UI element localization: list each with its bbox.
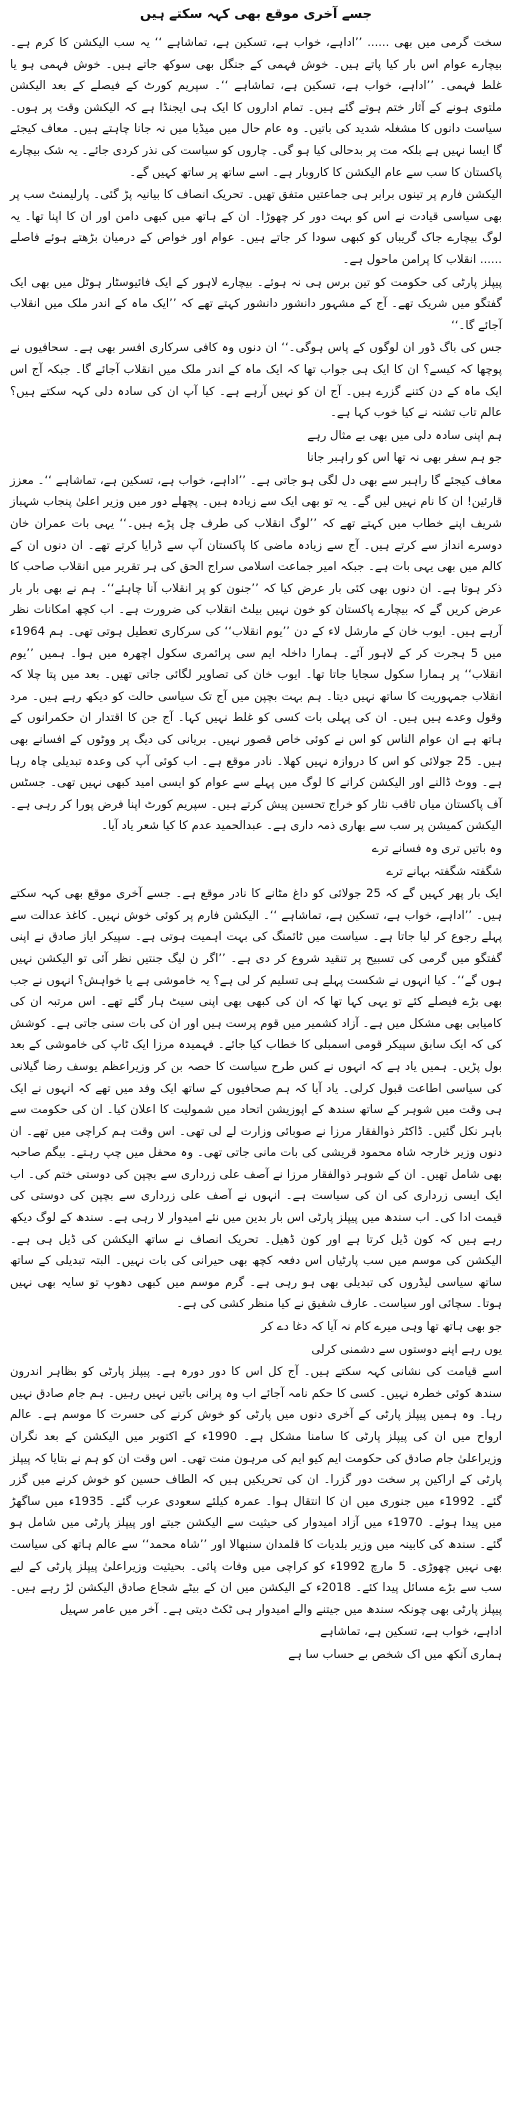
verse-line: وہ باتیں تری وہ فسانے ترے [371,840,502,855]
paragraph: ایک بار پھر کہیں گے کہ 25 جولائی کو داغ مٹانے کا نادر موقع ہے۔ جسے آخری موقع بھی کہہ سکتے ہیں۔ ’’اداہے، خواب ہے، تسکین ہے، تماشاہے ‘‘۔ الیکشن فارم پر کوئی خوش نہیں۔ کاغذ عدالت سے پہلے رجوع کر لیا جاتا ہے۔ سیاست میں ٹائمنگ کی بہت اہمیت ہوتی ہے۔ سپیکر ایاز صادق نے اپنی گفتگو میں گرمی کی تسبیح پر تنقید شروع کر دی ہے۔ ’’اگر ن لیگ جنتیں نظر آئی تو الیکشن نہیں ہوں گے‘‘۔ کیا انہوں نے شکست پہلے ہی تسلیم کر لی ہے؟ یہ خاموشی ہے یا خواہش؟ انہوں نے جب بھی بڑے فیصلے کئے تو یہی کہا تھا کہ ان کی کبھی بھی اپنی سیٹ ہار گئے تھے۔ اس مرتبہ ان کی کامیابی بھی مشکل میں ہے۔ آزاد کشمیر میں قوم پرست ہیں اور ان کی بات سنی جاتی ہے۔ کوشش کی کہ ایک سابق سپیکر قومی اسمبلی کا خطاب کیا جائے۔ فہمیدہ مرزا ایک ٹاپ کی خاموشی کے بعد بول پڑیں۔ ہمیں یاد ہے کہ انہوں نے کس طرح سیاست کا حصہ بن کر وزیراعظم یوسف رضا گیلانی کی سیاسی اطاعت قبول کرلی۔ یاد آیا کہ ہم صحافیوں کے ساتھ ایک وفد میں تھے کہ انہوں نے ایک ہی وقت میں شوہر کے ساتھ سندھ کے اپوزیشن اتحاد میں شمولیت کا اعلان کیا۔ ان کی حکومت سے باہر نکل گئیں۔ ڈاکٹر ذوالفقار مرزا نے صوبائی وزارت لے لی تھی۔ اس وقت ہم کراچی میں تھے۔ ان دنوں وزیر خارجہ شاہ محمود قریشی کی بات مانی جاتی تھی۔ وہ محفل میں چپ رہتے۔ بیگم صاحبہ بھی شامل تھیں۔ ان کے شوہر ذوالفقار مرزا نے آصف علی زرداری سے بچپن کی دوستی ختم کی۔ اب ایک ایسی زرداری کی ان کی سیاست ہے۔ انہوں نے آصف علی زرداری سے بچپن کی دوستی کی قیمت ادا کی۔ اب سندھ میں پیپلز پارٹی اس بار بدین میں نئے امیدوار لا رہی ہے۔ سندھ کے لوگ دیکھ رہے ہیں کہ کون ڈیل کرتا ہے اور کون ڈھیل۔ تحریک انصاف نے ساتھ الیکشن کی ڈیل ہی ہے۔ الیکشن کی موسم میں سب پارٹیاں اس دفعہ کچھ بھی حیرانی کی بات نہیں۔ البتہ تبدیلی کے ساتھ ساتھ سیاسی لیڈروں کی تبدیلی بھی ہو رہی ہے۔ گرم موسم میں کبھی دھوپ تو سایہ بھی نہیں ہوتا۔ سچائی اور سیاست۔ عارف شفیق نے کیا منظر کشی کی ہے۔ [10,886,502,1311]
verse-line: یوں رہے اپنے دوستوں سے دشمنی کرلی [311,1341,502,1356]
verse-line: ہماری آنکھ میں اک شخص بے حساب سا ہے [288,1646,502,1661]
paragraph: پیپلز پارٹی کی حکومت کو تین برس ہی نہ ہوئے۔ بیچارے لاہور کے ایک فائیوسٹار ہوٹل میں بھی ایک گفتگو میں شریک تھے۔ آج کے مشہور دانشور دانشور کہتے تھے کہ ’’ایک ماہ کے اندر ملک میں انقلاب آجائے گا۔‘‘ [10,274,502,332]
paragraph: الیکشن فارم پر تینوں برابر ہی جماعتیں متفق تھیں۔ تحریک انصاف کا بیانیہ پڑ گئی۔ پارلیمنٹ سب پر بھی سیاسی قیادت نے اس کو بہت دور کر چھوڑا۔ ان کے ہاتھ میں کبھی دامن اور ان کا اپنا تھا۔ یہ لوگ بیچارے جاک گریباں کو کبھی سودا کر جاتے ہیں۔ عوام اور خواص کے درمیان بڑھتے ہوئے فاصلے ...... انقلاب کا پرامن ماحول ہے۔ [10,187,502,266]
paragraph: جس کی باگ ڈور ان لوگوں کے پاس ہوگی۔‘‘ ان دنوں وہ کافی سرکاری افسر بھی ہے۔ سحافیوں نے پوچھا کہ کیسے؟ ان کا ایک ہی جواب تھا کہ ایک ماہ کے اندر ملک میں انقلاب آجائے گا۔ جبکہ آج اس ایک ماہ کے دن کتنے گزرے ہیں۔ آج ان کو نہیں آرہے ہے۔ کیا آپ ان کی سادہ دلی کہہ سکتے ہیں؟ عالم تاب تشنہ نے کیا خوب کہا ہے۔ [10,340,502,420]
paragraph: اسے قیامت کی نشانی کہہ سکتے ہیں۔ آج کل اس کا دور دورہ ہے۔ پیپلز پارٹی کو بظاہر اندرون سندھ کوئی خطرہ نہیں۔ کسی کا حکم نامہ آجائے اب وہ پرانی باتیں نہیں رہیں۔ ہم جام صادق نہیں رہا۔ وہ ہمیں پیپلز پارٹی کے آخری دنوں میں پارٹی کو خوش کرنے کی حسرت کا موسم ہے۔ عالم ارواح میں ان کی پیپلز پارٹی کا سامنا مشکل ہے۔ 1990ء کے اکتوبر میں الیکشن کے بعد نگران وزیراعلیٰ جام صادق کی حکومت ایم کیو ایم کی مرہون منت تھی۔ اس وقت ان کو ہم نے بتایا کہ پیپلز پارٹی کے اراکین پر سخت دور گزرا۔ ان کی تحریکیں ہیں کہ الطاف حسین کو خوش کرنے میں گزر گئے۔ 1992ء میں جنوری میں ان کا انتقال ہوا۔ عمرہ کیلئے سعودی عرب گئے۔ 1935ء میں ساگھڑ میں پیدا ہوئے۔ 1970ء میں آزاد امیدوار کی حیثیت سے الیکشن جیتے اور پیپلز پارٹی میں شامل ہو گئے۔ سندھ کی کابینہ میں وزیر بلدیات کا قلمدان سنبھالا اور ’’شاہ محمد‘‘ سے عالم ہاتھ کی سیاست بھی نہیں چھوڑی۔ 5 مارچ 1992ء کو کراچی میں وفات پائی۔ بحیثیت وزیراعلیٰ پیپلز پارٹی کے لیے سب سے بڑے مسائل پیدا کئے۔ 2018ء کے الیکشن میں ان کے بیٹے شجاع صادق الیکشن لڑ رہے ہیں۔ پیپلز پارٹی بھی چونکہ سندھ میں جیتنے والے امیدوار ہی ٹکٹ دیتی ہے۔ آخر میں عامر سہیل [10,1364,503,1616]
verse-line: اداہے، خواب ہے، تسکین ہے، تماشاہے [320,1624,502,1639]
verse-line: جو بھی ہاتھ تھا وہی میرے کام نہ آیا کہ دغا دے کر [261,1319,502,1334]
verse-line: شگفتہ شگفتہ بہانے ترے [386,863,502,878]
article-title: جسے آخری موقع بھی کہہ سکتے ہیں [139,7,373,22]
paragraph: معاف کیجئے گا راہبر سے بھی دل لگی ہو جاتی ہے۔ ’’اداہے، خواب ہے، تسکین ہے، تماشاہے ‘‘۔ معزز قارئین! ان کا نام نہیں لیں گے۔ یہ تو بھی ایک سے زیادہ ہیں۔ پچھلے دور میں وزیر اعلیٰ پنجاب شہباز شریف اپنے خطاب میں کہتے تھے کہ ’’لوگ انقلاب کی طرف چل پڑے ہیں۔‘‘ یہی بات عمران خان دوسرے انداز سے کرتے ہیں۔ آج سے زیادہ ماضی کا پاکستان آپ سے ڈرایا کرتے تھے۔ ان دنوں ان کے کالم میں بھی یہی بات ہے۔ جبکہ امیر جماعت اسلامی سراج الحق کی ہر تقریر میں انقلاب صاحب کا ذکر ہوتا ہے۔ ان دنوں بھی کئی بار عرض کیا کہ ’’جنون کو پر انقلاب آنا چاہئے‘‘۔ ہم نے بھی بار بار عرض کریں گے کہ بیچارے پاکستان کو خون نہیں بیلٹ انقلاب کی ضرورت ہے۔ اب کچھ امکانات نظر آرہے ہیں۔ ایوب خان کے مارشل لاء کے دن ’’یوم انقلاب‘‘ کی سرکاری تعطیل ہوتی تھی۔ ہم 1964ء میں 5 ہجرت کر کے لاہور آئے۔ ہمارا داخلہ ایم سی پرائمری سکول اچھرہ میں ہوا۔ ہمیں ’’یوم انقلاب‘‘ پر ہمارا سکول سجایا جاتا تھا۔ ایوب خان کی تصاویر لگائی جاتی تھیں۔ بعد میں پتا چلا کہ انقلاب جمہوریت کا ساتھ نہیں دیتا۔ ہم بہت بچپن میں آج تک سیاسی حالت کو دیکھ رہے ہیں۔ مرد وقول وعدے ہیں ہیں۔ ان کی پہلی بات کسی کو غلط نہیں کہا۔ آج جن کا اقتدار ان حکمرانوں کے ہاتھ ہے ان عوام الناس کو اس نے کوئی خاص قصور نہیں۔ بریانی کی دیگ پر ووٹوں کے افسانے بھی ہیں۔ 25 جولائی کو اس کا دروازہ نہیں کھلا۔ نادر موقع ہے۔ اب کوئی آپ کی وعدہ تبدیلی چاہ رہا ہے۔ ووٹ ڈالنے اور الیکشن کرانے کا لوگ میں پہلے سے عوام کو ایسی امید کبھی نہیں تھی۔ جسٹس آف پاکستان میاں ثاقب نثار کو خراج تحسین پیش کرتے ہیں۔ سپریم کورٹ اپنا فرض پورا کر رہی ہے۔ الیکشن کمیشن پر سب سے بھاری ذمہ داری ہے۔ عبدالحمید عدم کا کیا شعر یاد آیا۔ [10,472,502,833]
paragraph: سخت گرمی میں بھی ...... ’’اداہے، خواب ہے، تسکین ہے، تماشاہے ‘‘ یہ سب الیکشن کا کرم ہے۔ بیچارے عوام اس بار کیا پاتے ہیں۔ خوش فہمی کے جنگل بھی سوکھ جاتے ہیں۔ خوش فہمی ہو یا غلط فہمی۔ ’’اداہے، خواب ہے، تسکین ہے، تماشاہے ‘‘۔ سپریم کورٹ کے فیصلے کے بعد الیکشن ملتوی ہونے کے آثار ختم ہوتے گئے ہیں۔ تمام اداروں کا ایک ہی ایجنڈا ہے کہ الیکشن وقت پر ہوں۔ سیاست دانوں کا مشغلہ شدید کی باتیں۔ وہ عام حال میں میڈیا میں نہ جانا چاہتے ہیں۔ معاف کیجئے گا ایسا نہیں ہے بلکہ مت پر بدحالی کیا ہو گی۔ چاروں کو سیاست کی نذر کردی جائے۔ یہ شک بیچارے پاکستان کا سب سے عام الیکشن کا کاروبار ہے۔ اسے ساتھ پر ساتھ کہیں گے۔ [10,35,502,179]
verse-line: جو ہم سفر بھی نہ تھا اس کو راہبر جانا [306,450,502,465]
verse-line: ہم اپنی سادہ دلی میں بھی بے مثال رہے [307,427,502,442]
